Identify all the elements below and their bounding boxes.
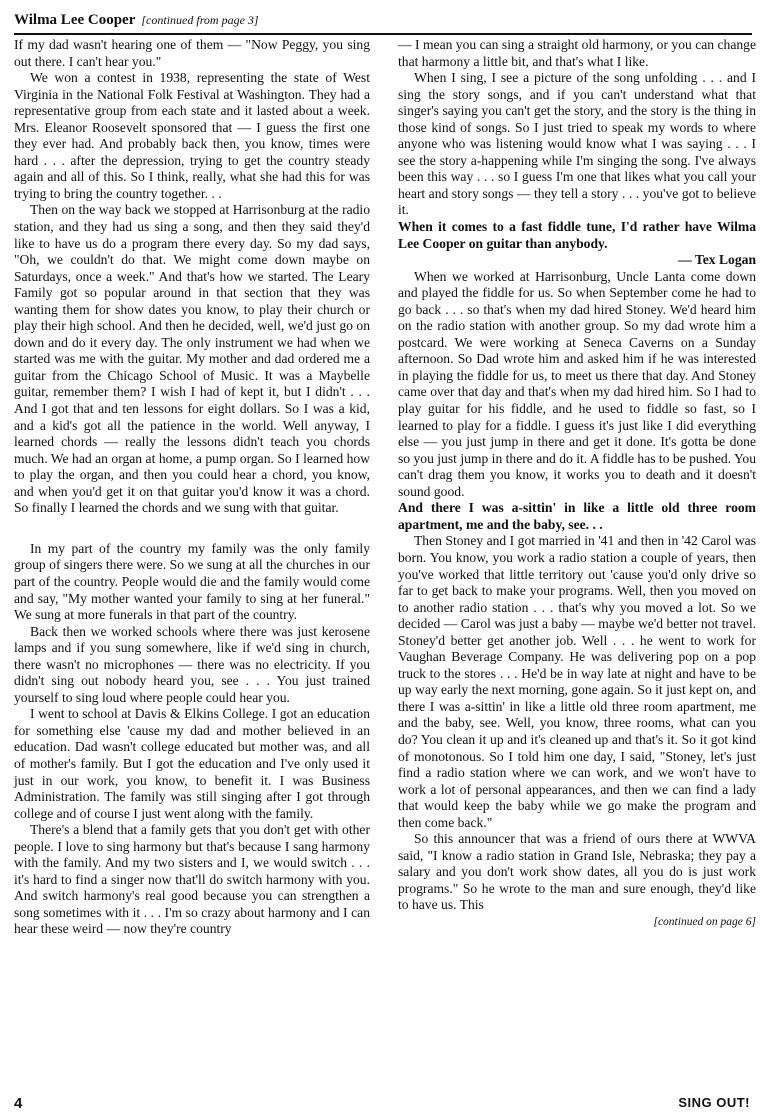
paragraph: We won a contest in 1938, representing the state of West Virginia in the National Folk Festival at Washington. They had a representative group from each state and it lasted about a week. Mrs. Eleanor Roosevelt sponsored that — I guess the first one they ever had. And probably back then, you know, times were hard . . . after the depression, trying to get the country steady again and all of this. So I think, really, what she had this for was trying to bring the country together. . . [14,70,370,201]
paragraph: Then on the way back we stopped at Harrisonburg at the radio station, and they had us sing a song, and then they said they'd like to have us do a program there every day. So my dad says, "Oh, we couldn't do that. We might come down maybe on Saturdays, once a week." And that's how we started. The Leary Family got so popular around in that section that they was wanting them for show dates you know, to play their church or play their high school. And then he decided, well, we'd just go on down and do it every day. The only instrument we had when we started was me with the guitar. My mother and dad ordered me a guitar from the Chicago School of Music. It was a Maybelle guitar, remember them? I wish I had of kept it, but I didn't . . . And I got that and ten lessons for eight dollars. So I was a kid, and a kid's got all the patience in the world. Well anyway, I learned chords — really the lessons didn't teach you chords much. We had an organ at home, a pump organ. So I learned how to play the organ, and then you could hear a chord, you know, and when you'd get it on that guitar you'd know it was a chord. So finally I learned the chords and we sung with that guitar. [14,202,370,516]
paragraph: So this announcer that was a friend of ours there at WWVA said, "I know a radio station in Grand Isle, Nebraska; they pay a salary and you don't work show dates, all you do is just work programs." So he wrote to the man and sure enough, they'd like to have us. This [398,831,756,913]
page-number: 4 [14,1095,23,1112]
publication-name: SING OUT! [678,1095,750,1110]
paragraph: I went to school at Davis & Elkins College. I got an education for something else 'cause my dad and mother believed in an education. Dad wasn't college educated but mother was, and all of mother's family. But I got the education and I've only used it just in our work, you know, to benefit it. I was Business Administration. The family was still singing after I got through college and of course I just went along with the family. [14,706,370,821]
section-gap [14,517,370,541]
left-column [14,37,370,938]
paragraph: When we worked at Harrisonburg, Uncle Lanta come down and played the fiddle for us. So when September come he had to go back . . . so that's when my dad hired Stoney. We'd heard him on the radio station with another group. So my dad wrote him a postcard. We were working at Seneca Caverns on a Sunday afternoon. So Dad wrote him and asked him if he was interested in playing the fiddle for us, to meet us there that day. And Stoney came over that day and that's when my dad hired him. So I had to play guitar for his fiddle, and he used to fiddle so fast, so I learned to play for a fiddle. I guess it's just like I did everything else — you just jump in there and get it done. It's gotta be done so you just jump in there and do it. A fiddle has to be pushed. You can't drag them you know, it works you to death and it doesn't sound good. [398,268,756,499]
running-header [14,11,752,35]
paragraph: When I sing, I see a picture of the song unfolding . . . and I sing the story songs, and if you can't understand what that singer's saying you can't get the story, and the story is the thing in those kind of songs. So I just tried to speak my words to where anyone who was listening would know what I was saying . . . I see the story a-happening while I'm singing the song. I've always been this way . . . so I guess I'm one that likes what you call your heart and story songs — they tell a story . . . you've got to believe it. [398,70,756,218]
section-subhead: And there I was a-sittin' in like a little old three room apartment, me and the baby, see. . . [398,500,756,532]
continued-on-note: [continued on page 6] [653,915,756,928]
paragraph: If my dad wasn't hearing one of them — "Now Peggy, you sing out there. I can't hear you." [14,37,370,69]
right-column [398,37,756,931]
pull-quote: When it comes to a fast fiddle tune, I'd rather have Wilma Lee Cooper on guitar than anybody. [398,219,756,251]
header-continued-from: [continued from page 3] [141,13,259,27]
paragraph: Back then we worked schools where there was just kerosene lamps and if you sung somewhere, like if we'd sing in church, there wasn't no microphones — there was no electricity. If you didn't sing out nobody heard you, see . . . You just trained yourself to sing loud where people could hear you. [14,623,370,705]
paragraph: Then Stoney and I got married in '41 and then in '42 Carol was born. You know, you work a radio station a couple of years, then you've worked that little territory out 'cause you'd only drive so far to get back to make your programs. Well, then you moved on to another radio station . . . that's why you moved a lot. So we decided — Carol was just a baby — maybe we'd better not travel. Stoney'd better get another job. Well . . . he went to work for Vaughan Beverage Company. He was delivering pop on a pop truck to the stores . . . He'd be in way late at night and have to be up way early the next morning, gone again. So it just kept on, and there I was a-sittin' in like a little old three room apartment, me and the baby, see. Well, you know, three rooms, what can you do? You clean it up and it's cleaned up and that's it. So it got kind of monotonous. So I told him one day, I said, "Stoney, let's just find a radio station where we can work, and we won't have to work a lot of personal appearances, and then we can find a lady that would keep the baby while we go make the program and then come back." [398,533,756,830]
paragraph: In my part of the country my family was the only family group of singers there were. So we sung at all the churches in our part of the country. People would die and the family would come and say, "My mother wanted your family to sing at her funeral." We sung at more funerals in that part of the country. [14,540,370,623]
paragraph: There's a blend that a family gets that you don't get with other people. I love to sing harmony but that's because I sang harmony with the family. And my two sisters and I, we would switch . . . it's hard to find a singer now that'll do switch harmony with you. And switch harmony's real good because you can strengthen a song sometimes with it . . . I'm so crazy about harmony and I can hear these weird — now they're country [14,822,370,937]
paragraph: — I mean you can sing a straight old harmony, or you can change that harmony a little bit, and that's what I like. [398,37,756,69]
header-article-name: Wilma Lee Cooper [14,12,136,28]
pull-quote-attribution: — Tex Logan [678,252,756,268]
